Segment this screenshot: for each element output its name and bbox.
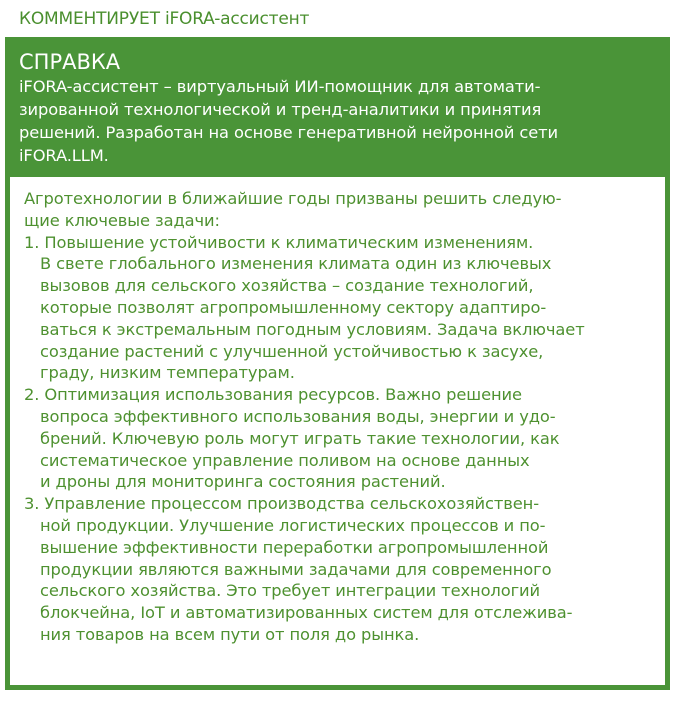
reference-line: iFORA-ассистент – виртуальный ИИ-помощник для автомати- [19, 77, 541, 96]
list-item-heading: 1. Повышение устойчивости к климатическим изменениям. [24, 232, 534, 252]
list-item-line: ваться к экстремальным погодным условиям. Задача включает [40, 319, 585, 339]
list-item-line: граду, низким температурам. [40, 363, 295, 383]
list-item-line: блокчейна, IoT и автоматизированных систем для отслежива- [40, 603, 573, 623]
reference-header [5, 37, 670, 167]
list-item-line: брений. Ключевую роль могут играть такие технологии, как [40, 428, 560, 448]
list-item-line: систематическое управление поливом на основе данных [40, 450, 530, 470]
list-item-line: сельского хозяйства. Это требует интеграции технологий [40, 581, 541, 601]
list-item-line: которые позволят агропромышленному сектору адаптиро- [40, 297, 547, 317]
list-item-line: и дроны для мониторинга состояния растений. [40, 472, 446, 492]
list-item-line: В свете глобального изменения климата один из ключевых [40, 254, 552, 274]
comment-body [10, 177, 665, 685]
list-item-line: ной продукции. Улучшение логистических процессов и по- [40, 515, 546, 535]
list-item-heading: 2. Оптимизация использования ресурсов. Важно решение [24, 385, 522, 405]
section-label: КОММЕНТИРУЕТ iFORA-ассистент [19, 9, 310, 29]
intro-line: щие ключевые задачи: [24, 210, 220, 230]
reference-box [5, 37, 670, 690]
list-item [24, 232, 665, 385]
list-item-line: ния товаров на всем пути от поля до рынка. [40, 624, 420, 644]
list-item-line: вышение эффективности переработки агропромышленной [40, 537, 549, 557]
reference-line: зированной технологической и тренд-аналитики и принятия [19, 100, 542, 119]
list-item-line: продукции являются важными задачами для современного [40, 559, 552, 579]
reference-line: решений. Разработан на основе генеративной нейронной сети [19, 123, 559, 142]
reference-line: iFORA.LLM. [19, 146, 109, 165]
reference-title: СПРАВКА [19, 50, 121, 74]
list-item-line: вопроса эффективного использования воды, энергии и удо- [40, 406, 556, 426]
list-item-heading: 3. Управление процессом производства сельскохозяйствен- [24, 494, 539, 514]
list-item [24, 384, 665, 493]
list-item [24, 493, 665, 646]
intro-line: Агротехнологии в ближайшие годы призваны решить следую- [24, 189, 562, 208]
list-item-line: создание растений с улучшенной устойчивостью к засухе, [40, 341, 544, 361]
list-item-line: вызовов для сельского хозяйства – создание технологий, [40, 276, 534, 296]
